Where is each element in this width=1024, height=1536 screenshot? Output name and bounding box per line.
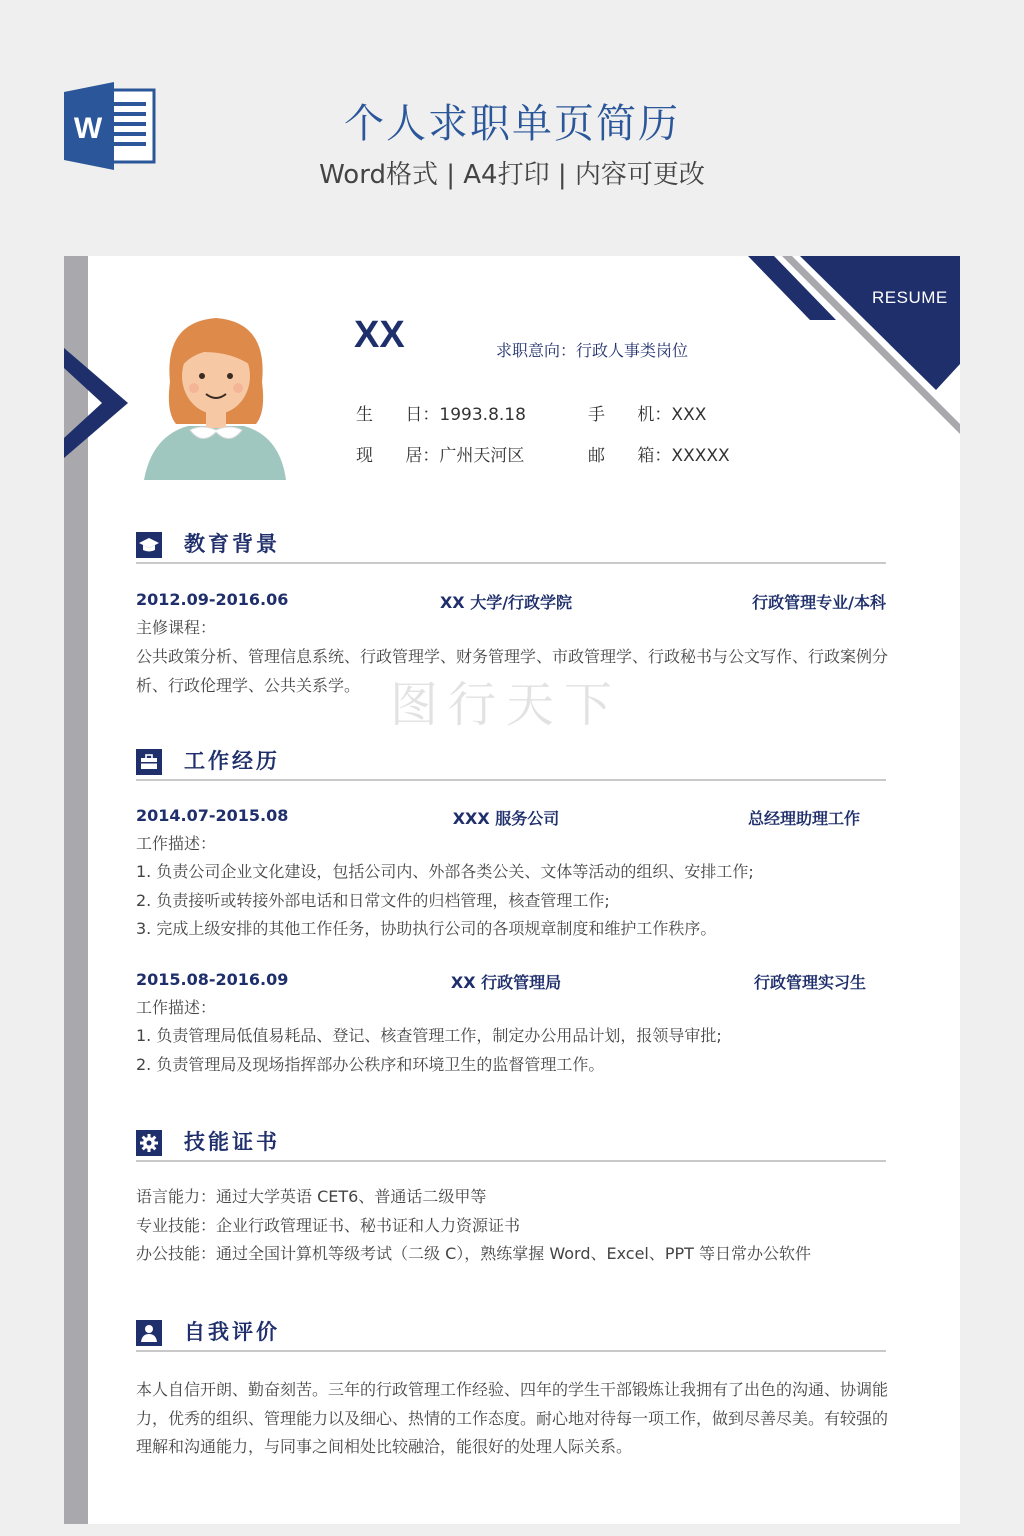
briefcase-icon — [136, 749, 162, 775]
corner-decoration — [748, 256, 960, 436]
skill-item: 专业技能：企业行政管理证书、秘书证和人力资源证书 — [136, 1216, 521, 1235]
self-eval-section-header — [136, 1314, 886, 1354]
education-title: 教育背景 — [184, 532, 280, 556]
job-company: XX 行政管理局 — [450, 973, 562, 992]
person-icon — [136, 1320, 162, 1346]
job-desc-label: 工作描述： — [136, 998, 217, 1017]
education-row — [136, 590, 886, 614]
resume-tag: RESUME — [872, 288, 948, 307]
skills-section-header — [136, 1124, 886, 1164]
job-desc-item: 3. 完成上级安排的其他工作任务，协助执行公司的各项规章制度和维护工作秩序。 — [136, 919, 717, 938]
education-date: 2012.09-2016.06 — [136, 590, 289, 609]
work-title: 工作经历 — [184, 749, 280, 773]
job-desc-item: 2. 负责管理局及现场指挥部办公秩序和环境卫生的监督管理工作。 — [136, 1055, 605, 1074]
job-desc-item: 1. 负责管理局低值易耗品、登记、核查管理工作，制定办公用品计划，报领导审批; — [136, 1026, 722, 1045]
courses-label: 主修课程： — [136, 618, 217, 637]
skill-item: 办公技能：通过全国计算机等级考试（二级 C），熟练掌握 Word、Excel、PPT 等日常办公软件 — [136, 1244, 812, 1263]
education-section-header — [136, 526, 886, 566]
self-eval-text: 本人自信开朗、勤奋刻苦。三年的行政管理工作经验、四年的学生干部锻炼让我拥有了出色的沟通、协调能力，优秀的组织、管理能力以及细心、热情的工作态度。耐心地对待每一项工作，做到尽善尽美。有较强的理解和沟通能力，与同事之间相处比较融洽，能很好的处理人际关系。 — [136, 1380, 889, 1456]
gear-icon — [136, 1130, 162, 1156]
job-role: 行政管理实习生 — [753, 973, 866, 992]
email: 邮 箱：XXXXX — [588, 446, 730, 466]
resume-page — [64, 256, 960, 1524]
applicant-name: XX — [354, 314, 405, 356]
section-divider — [136, 1350, 886, 1352]
work-section-header — [136, 743, 886, 783]
phone-number: 手 机：XXX — [588, 405, 707, 425]
education-school: XX 大学/行政学院 — [439, 593, 573, 612]
residence: 现 居：广州天河区 — [356, 446, 525, 466]
section-divider — [136, 562, 886, 564]
job-row — [136, 970, 886, 994]
watermark: 图行天下 — [390, 677, 623, 733]
job-intent: 求职意向：行政人事类岗位 — [496, 341, 689, 360]
avatar — [144, 312, 290, 480]
job-date: 2015.08-2016.09 — [136, 970, 289, 989]
job-role: 总经理助理工作 — [747, 809, 860, 828]
promo-subtitle: Word格式 | A4打印 | 内容可更改 — [319, 160, 705, 190]
job-desc-item: 1. 负责公司企业文化建设，包括公司内、外部各类公关、文体等活动的组织、安排工作; — [136, 862, 754, 881]
skill-item: 语言能力：通过大学英语 CET6、普通话二级甲等 — [136, 1187, 487, 1206]
education-major: 行政管理专业/本科 — [752, 593, 886, 612]
job-desc-label: 工作描述： — [136, 834, 217, 853]
birth-date: 生 日：1993.8.18 — [356, 405, 526, 425]
job-row — [136, 806, 886, 830]
svg-text:W: W — [73, 112, 103, 145]
self-eval-title: 自我评价 — [184, 1320, 280, 1344]
graduation-cap-icon — [136, 532, 162, 558]
promo-title: 个人求职单页简历 — [344, 101, 680, 147]
chevron-decoration — [64, 348, 128, 458]
skills-title: 技能证书 — [184, 1130, 280, 1154]
courses-text: 公共政策分析、管理信息系统、行政管理学、财务管理学、市政管理学、行政秘书与公文写作、行政案例分析、行政伦理学、公共关系学。 — [136, 647, 889, 695]
job-desc-item: 2. 负责接听或转接外部电话和日常文件的归档管理，核查管理工作; — [136, 891, 610, 910]
job-company: XXX 服务公司 — [452, 809, 560, 828]
job-date: 2014.07-2015.08 — [136, 806, 289, 825]
section-divider — [136, 779, 886, 781]
section-divider — [136, 1160, 886, 1162]
